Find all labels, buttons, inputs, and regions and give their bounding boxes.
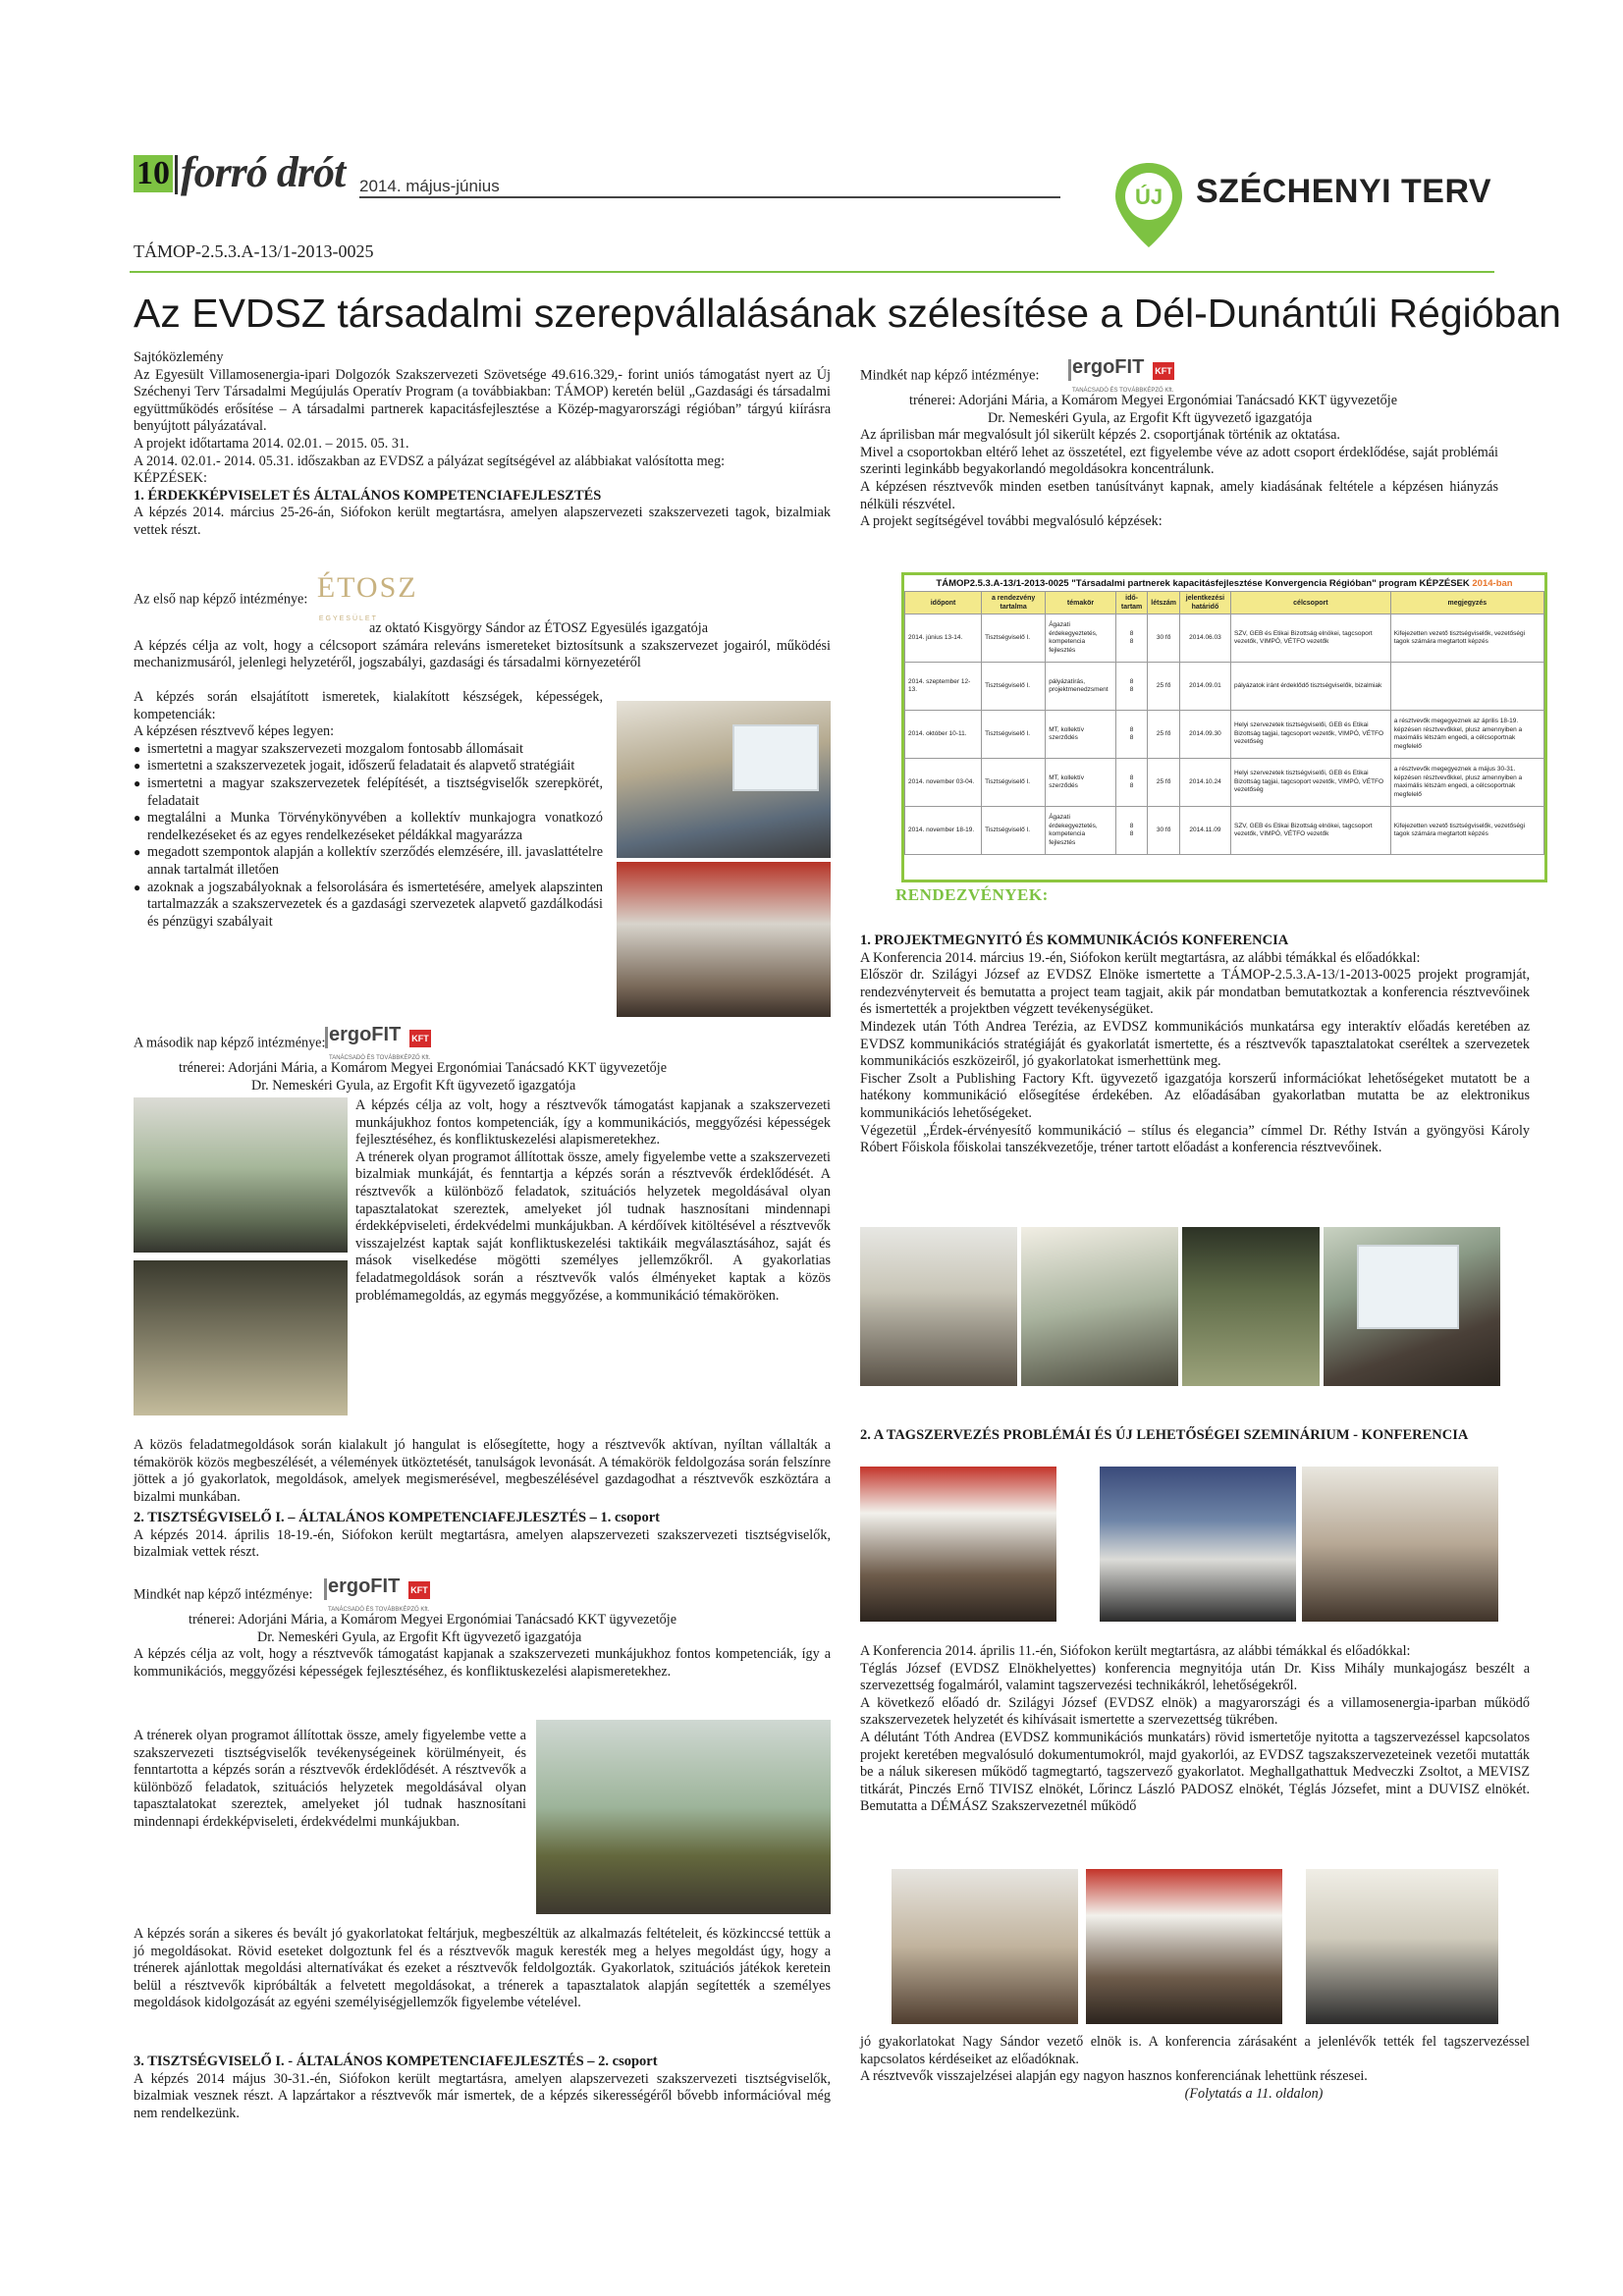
section-2-p1: A képzés 2014. április 18-19.-én, Siófokon került megtartásra, amelyen alapszervezeti szakszervezeti tisztségviselők, bizalmiak vettek részt. [134, 1526, 831, 1561]
section-2-p4: A képzés során a sikeres és bevált jó gyakorlatokat feltárjuk, megbeszéltük az alkalmazás feltételeit, és közkinccsé tettük a jó megoldásokat. Rövid eseteket dolgoztunk fel és a résztvevők maguk keresték meg a helyes megoldást úgy, hogy a trénerek ajánlottak megoldási alternatívákat és ezeket a résztvevők feldolgozták. Gyakorlatok, szituációs játékok keretein belül a résztvevők kipróbálták a felvetett megoldásokat, a trénerek a tapasztalatok alapján segítették a személyes megoldások kidolgozását az egyéni személyiségjellemzők figyelembe vételével. [134, 1926, 831, 2011]
table-row [905, 759, 1544, 807]
table-cell: 2014.06.03 [1179, 614, 1230, 663]
section-1-p4: A képzés célja az volt, hogy a résztvevők támogatást kapjanak a szakszervezeti munkájukhoz fontos kompetenciák, így a kommunikációs, meggyőzési képességek fejlesztéséhez, és konfliktuskezelési alapismeretekhez. [355, 1097, 831, 1148]
ergofit-logo [1071, 356, 1175, 394]
table-cell: Tisztségviselő I. [982, 711, 1046, 759]
section-1-right-text [355, 1097, 831, 1305]
table-cell: Helyi szervezetek tisztségviselői, GEB és Etikai Bizottság tagjai, tagcsoport vezetők, VIMPÓ, VÉTFO vezetőség [1230, 711, 1390, 759]
section-2-narrow [134, 1728, 526, 1832]
table-header-row [905, 592, 1544, 614]
training-table [901, 572, 1547, 882]
table-cell: 2014.10.24 [1179, 759, 1230, 807]
photo-group-portrait [536, 1720, 831, 1914]
ergofit-logo-text: ergoFIT [328, 1024, 402, 1045]
event-1-p5: Végezetül „Érdek-érvényesítő kommunikáció – stílus és elegancia” címmel Dr. Réthy István a gyöngyösi Károly Róbert Főiskola főiskolai tanszékvezetője, tréner tartott előadást a konferencia résztvevőinek. [860, 1122, 1530, 1156]
etosz-logo [311, 571, 418, 622]
trainers-line: Dr. Nemeskéri Gyula, az Ergofit Kft ügyvezető igazgatója [251, 1077, 576, 1094]
event-2-p3: A következő előadó dr. Szilágyi József (EVDSZ elnök) a magyarországi és a villamosenergia-iparban működő szakszervezetek helyzetét és kihívásait ismertette a szervezettség tükrében. [860, 1694, 1530, 1729]
section-2-institute [134, 1575, 831, 1681]
photo-classroom-trainer [617, 701, 831, 858]
trainers-line: Dr. Nemeskéri Gyula, az Ergofit Kft ügyvezető igazgatója [988, 409, 1313, 426]
table-header: témakör [1046, 592, 1116, 614]
table-cell: 25 fő [1148, 663, 1180, 711]
photo-group-exercise [134, 1097, 348, 1253]
first-day-trainer: az oktató Kisgyörgy Sándor az ÉTOSZ Egyesülés igazgatója [369, 620, 709, 636]
table-cell: MT, kollektív szerződés [1046, 711, 1116, 759]
section-1-p1: A képzés 2014. március 25-26-án, Siófokon került megtartásra, amelyen alapszervezeti szakszervezeti tagok, bizalmiak vettek részt. [134, 505, 831, 538]
etosz-logo-sub: EGYESÜLET [318, 615, 378, 622]
section-2-closing [134, 1926, 831, 2012]
table-header: célcsoport [1230, 592, 1390, 614]
photo-conference-hall [1100, 1467, 1296, 1622]
photo-conference-speaker [860, 1467, 1056, 1622]
section-2-p2: A képzés célja az volt, hogy a résztvevők támogatást kapjanak a szakszervezeti munkájukhoz fontos kompetenciák, így a kommunikációs, meggyőzési képességek fejlesztéséhez, és konfliktuskezelési alapismeretekhez. [134, 1646, 831, 1680]
event-1-p4: Fischer Zsolt a Publishing Factory Kft. ügyvezető igazgatója korszerű információkat lehetőségeket mutatott be a hatékony kommunikáció elősegítése érdekében. Az előadásában gyakorlatban mutatta be az elektronikus kommunikációs lehetőségeket. [860, 1070, 1530, 1121]
table-cell: 2014.09.01 [1179, 663, 1230, 711]
photo-podium [1182, 1227, 1320, 1386]
table-row [905, 807, 1544, 855]
ergofit-logo-sub: TANÁCSADÓ ÉS TOVÁBBKÉPZŐ Kft. [327, 1607, 430, 1613]
right-p2: Mivel a csoportokban eltérő lehet az összetétel, ezt figyelembe véve az adott csoport érdeklődése, saját problémái szerinti leginkább begyakorlandó megoldásokra koncentrálunk. [860, 444, 1498, 478]
photo-audience [1021, 1227, 1178, 1386]
first-day-label: Az első nap képző intézménye: [134, 591, 308, 608]
event-2-block [860, 1643, 1530, 1816]
page-number: 10 [134, 155, 173, 192]
table-row [905, 711, 1544, 759]
table-cell: 2014. november 18-19. [905, 807, 982, 855]
table-row [905, 614, 1544, 663]
event-2-closing [860, 2034, 1530, 2103]
intro-line: Az Egyesült Villamosenergia-ipari Dolgozók Szakszervezeti Szövetsége 49.616.329,- forint uniós támogatást nyert az Új Széchenyi Terv Társadalmi Megújulás Operatív Program (a továbbiakban: TÁMOP) keretén belül „Gazdasági és társadalmi együttműködés erősítése – A társadalmi partnerek kapacitásfejlesztése a Közép-magyarországi régióban” tárgyú kiírásra benyújtott pályázatával. [134, 366, 831, 435]
table-header: megjegyzés [1390, 592, 1543, 614]
ergofit-logo-kft: KFT [1153, 362, 1174, 380]
table-row [905, 663, 1544, 711]
list-item: ● ismertetni a szakszervezetek jogait, időszerű feladatait és alapvető stratégiáit [134, 758, 603, 775]
table-cell: 25 fő [1148, 711, 1180, 759]
table-title-highlight: 2014-ban [1472, 578, 1513, 589]
brand-divider [175, 155, 178, 194]
section-3-block [134, 2054, 831, 2122]
intro-line: A projekt időtartama 2014. 02.01. – 2015. 05. 31. [134, 435, 409, 452]
event-2-p1: A Konferencia 2014. április 11.-én, Siófokon került megtartásra, az alábbi témákkal és előadókkal: [860, 1643, 1411, 1659]
publication-title: forró drót [181, 148, 346, 196]
table-cell: Helyi szervezetek tisztségviselői, GEB és Etikai Bizottság tagjai, tagcsoport vezetők, VIMPÓ, VÉTFO vezetőség [1230, 759, 1390, 807]
trainers-line: Dr. Nemeskéri Gyula, az Ergofit Kft ügyvezető igazgatója [257, 1629, 582, 1645]
section-3-p1: A képzés 2014 május 30-31.-én, Siófokon került megtartásra, amelyen alapszervezeti szakszervezeti tisztségviselők, bizalmiak vesznek részt. A lapzártakor a résztvevők már ismertek, de a képzés sikerességéről bővebb információval még nem rendelkezünk. [134, 2070, 831, 2121]
section-1-goal: A képzés célja az volt, hogy a célcsoport számára releváns ismereteket biztosítsunk a szakszervezet jogairól, működési mechanizmusáról, jelenlegi helyzetéről, jogszabályi, gazdasági és társadalmi környezetéről [134, 637, 831, 671]
table-cell: pályázatírás, projektmenedzsment [1046, 663, 1116, 711]
green-rule [130, 271, 1494, 273]
section-3-title: 3. TISZTSÉGVISELŐ I. - ÁLTALÁNOS KOMPETENCIAFEJLESZTÉS – 2. csoport [134, 2054, 658, 2069]
events-heading: RENDEZVÉNYEK: [895, 885, 1049, 904]
project-code: TÁMOP-2.5.3.A-13/1-2013-0025 [134, 241, 374, 261]
ergofit-logo [327, 1575, 431, 1613]
table-cell: 2014. szeptember 12-13. [905, 663, 982, 711]
table-cell: 8 8 [1115, 807, 1148, 855]
list-item: ● megtalálni a Munka Törvénykönyvében a kollektív munkajogra vonatkozó rendelkezéseket és az egyes rendelkezéseket példákkal magyarázza [134, 810, 603, 844]
event-2-p4: A délutánt Tóth Andrea (EVDSZ kommunikációs munkatárs) rövid ismertetője nyitotta a tagszervezéssel kapcsolatos projekt keretében megvalósuló dokumentumokról, majd gyakorlói, az EVDSZ tagszakszervezeteinek vezetői mutatták be a náluk sikeresen működő tagmegtartó, tagszervező gyakorlatot. Meghallgathattuk Medveczki Zsoltot, a MEVISZ titkárát, Pinczés Ernő TIVISZ elnökét, Lőrincz László PADOSZ elnökét, Téglás Józsefet, mint a DUVISZ elnökét. Bemutatta a DÉMÁSZ Szakszervezetnél működő [860, 1729, 1530, 1815]
event-2-p6: A résztvevők visszajelzései alapján egy nagyon hasznos konferenciának lehettünk részesei. [860, 2068, 1368, 2085]
ergofit-logo-text: ergoFIT [327, 1575, 401, 1597]
event-1-p2: Először dr. Szilágyi József az EVDSZ Elnöke ismertette a TÁMOP-2.5.3.A-13/1-2013-0025 projekt programját, rendezvényterveit és bemutatta a project team tagjait, akik pár mondatban bemutatkoztak a konferencia résztvevőinek és ismertették a projektben végzett tevékenységüket. [860, 967, 1530, 1018]
table-header: időpont [905, 592, 982, 614]
table-cell: 8 8 [1115, 759, 1148, 807]
table-cell: Tisztségviselő I. [982, 759, 1046, 807]
table-cell: Kifejezetten vezető tisztségviselők, vezetőségi tagok számára megtartott képzés [1390, 614, 1543, 663]
right-p1: Az áprilisban már megvalósult jól sikerült képzés 2. csoportjának történik az oktatása. [860, 427, 1340, 444]
event-2-p5: jó gyakorlatokat Nagy Sándor vezető elnök is. A konferencia zárásaként a jelenlévők tették fel tagszervezéssel kapcsolatos kérdéseiket az előadóknak. [860, 2034, 1530, 2067]
table-header: idő-tartam [1115, 592, 1148, 614]
table-cell: 8 8 [1115, 663, 1148, 711]
table-cell: 2014.11.09 [1179, 807, 1230, 855]
szechenyi-pin-icon [1109, 157, 1188, 251]
list-item: ● azoknak a jogszabályoknak a felsorolására és ismertetésére, amelyek alapszinten tartalmazzák a szakszervezetek és a gazdasági szervezetek alapvető gazdálkodási és pénzügyi szabályait [134, 880, 603, 932]
ergofit-logo-kft: KFT [409, 1030, 431, 1047]
trainers-line: trénerei: Adorjáni Mária, a Komárom Megyei Ergonómiai Tanácsadó KKT ügyvezetője [909, 393, 1397, 408]
issue-date: 2014. május-június [359, 177, 500, 195]
etosz-logo-text: ÉTOSZ [316, 571, 418, 604]
section-1-p5: A trénerek olyan programot állítottak össze, amely figyelembe vette a szakszervezeti bizalmiak munkáját, és fenntartja a képzés során a résztvevők érdeklődését. A résztvevők a különböző feladatok, szituációs helyzetek megoldásával olyan tapasztalatokat szereztek, amelyeket jól tudnak hasznosítani mindennapi érdekképviseleti, érdekvédelmi munkájukban. A kérdőívek kitöltésével a résztvevők visszajelzést kaptak saját konfliktuskezelési taktikáik megválasztásához, saját és mások viselkedése mögötti személyes jellemzőkről. A gyakorlatias feladatmegoldások során a résztvevők valós élményeket kaptak a közös problémamegoldás, az egymás meggyőzése, a kommunikáció témaköröken. [355, 1148, 831, 1304]
table-cell: pályázatok iránt érdeklődő tisztségviselők, bizalmiak [1230, 663, 1390, 711]
trainers-line: trénerei: Adorjáni Mária, a Komárom Megyei Ergonómiai Tanácsadó KKT ügyvezetője [189, 1612, 676, 1628]
list-item: ● megadott szempontok alapján a kollektív szerződés elemzésére, ill. javaslattételre annak tartalmát illetően [134, 844, 603, 879]
intro-line: KÉPZÉSEK: [134, 470, 207, 487]
table-header: létszám [1148, 592, 1180, 614]
section-1-closing [134, 1437, 831, 1506]
table-cell: Ágazati érdekegyeztetés, kompetencia fejlesztés [1046, 807, 1116, 855]
table-header: a rendezvény tartalma [982, 592, 1046, 614]
table-cell: 2014. november 03-04. [905, 759, 982, 807]
table-cell: Tisztségviselő I. [982, 614, 1046, 663]
table-cell: 8 8 [1115, 614, 1148, 663]
section-2-block [134, 1510, 831, 1562]
trainers-line: trénerei: Adorjáni Mária, a Komárom Megyei Ergonómiai Tanácsadó KKT ügyvezetője [179, 1060, 667, 1076]
photo-speaker [860, 1227, 1017, 1386]
section-1-p2: A képzés során elsajátított ismeretek, kialakított készségek, képességek, kompetenciák: [134, 689, 603, 722]
table-cell: Tisztségviselő I. [982, 807, 1046, 855]
header-rule [359, 196, 1060, 198]
intro-line: Sajtóközlemény [134, 349, 224, 365]
table-cell: a résztvevők megegyeznek az április 18-19. képzésen résztvevőkkel, plusz amennyiben a maximális létszám engedi, a célcsoportnak megfelelő [1390, 711, 1543, 759]
photo-speaker-2 [1086, 1869, 1282, 2024]
event-1-title: 1. PROJEKTMEGNYITÓ ÉS KOMMUNIKÁCIÓS KONFERENCIA [860, 933, 1289, 948]
table-cell: Tisztségviselő I. [982, 663, 1046, 711]
section-1-p3: A képzésen résztvevő képes legyen: [134, 723, 335, 740]
table-header: jelentkezési határidő [1179, 592, 1230, 614]
section-1-p6: A közös feladatmegoldások során kialakult jó hangulat is elősegítette, hogy a résztvevők aktívan, nyíltan vállalták a témakörök közös megbeszélését, a vélemények ütköztetését, tanulságok levonását. A témakörök feldolgozása során felszínre jöttek a jó gyakorlatok, megoldások, amelyek megismerésével, megbeszélésével gazdagodhat a résztvevők eszköztára a bizalmi munkában. [134, 1437, 831, 1505]
photo-classroom-participants [617, 862, 831, 1017]
table-cell: Kifejezetten vezető tisztségviselők, vezetőségi tagok számára megtartott képzés [1390, 807, 1543, 855]
table-cell: 2014.09.30 [1179, 711, 1230, 759]
logo-prefix: ÚJ [1134, 185, 1163, 209]
ergofit-logo [328, 1024, 432, 1061]
ergofit-logo-sub: TANÁCSADÓ ÉS TOVÁBBKÉPZŐ Kft. [328, 1055, 431, 1061]
right-top-block [860, 356, 1498, 531]
right-label: Mindkét nap képző intézménye: [860, 367, 1040, 384]
table-cell: 30 fő [1148, 807, 1180, 855]
intro-line: A 2014. 02.01.- 2014. 05.31. időszakban az EVDSZ a pályázat segítségével az alábbiakat valósította meg: [134, 453, 726, 469]
program-logo-name: SZÉCHENYI TERV [1196, 173, 1492, 210]
table-cell: 2014. október 10-11. [905, 711, 982, 759]
photo-speaker-1 [892, 1869, 1078, 2024]
headline: Az EVDSZ társadalmi szerepvállalásának szélesítése a Dél-Dunántúli Régióban [134, 291, 1561, 336]
table-cell: SZV, GEB és Etikai Bizottság elnökei, tagcsoport vezetők, VIMPÓ, VÉTFO vezetők [1230, 614, 1390, 663]
table-cell: 30 fő [1148, 614, 1180, 663]
ergofit-logo-text: ergoFIT [1071, 356, 1145, 378]
table-cell: 2014. június 13-14. [905, 614, 982, 663]
table [904, 591, 1544, 855]
section-2-title: 2. TISZTSÉGVISELŐ I. – ÁLTALÁNOS KOMPETENCIAFEJLESZTÉS – 1. csoport [134, 1510, 660, 1525]
section-2-p3: A trénerek olyan programot állítottak össze, amely figyelembe vette a szakszervezeti tisztségviselők tevékenységeinek körülményeit, és fenntartotta a képzés során a résztvevők érdeklődését. A résztvevők a különböző feladatok, szituációs helyzetek megoldásával olyan tapasztalatokat szereztek, amelyeket jól tudnak hasznosítani mindennapi érdekképviseleti, érdekvédelmi munkájukban. [134, 1728, 526, 1830]
ergofit-logo-sub: TANÁCSADÓ ÉS TOVÁBBKÉPZŐ Kft. [1071, 388, 1174, 394]
intro-block [134, 349, 831, 540]
event-1-p1: A Konferencia 2014. március 19.-én, Siófokon került megtartásra, az alábbi témákkal és előadókkal: [860, 949, 1421, 966]
photo-discussion [134, 1260, 348, 1415]
table-cell: MT, kollektív szerződés [1046, 759, 1116, 807]
skills-list [134, 741, 603, 932]
photo-presentation [1324, 1227, 1500, 1386]
event-2-heading-block [860, 1427, 1530, 1445]
ergofit-logo-kft: KFT [408, 1581, 430, 1599]
event-2-title: 2. A TAGSZERVEZÉS PROBLÉMÁI ÉS ÚJ LEHETŐSÉGEI SZEMINÁRIUM - KONFERENCIA [860, 1427, 1469, 1443]
table-title [904, 575, 1544, 591]
table-cell: SZV, GEB és Etikai Bizottság elnökei, tagcsoport vezetők, VIMPÓ, VÉTFO vezetők [1230, 807, 1390, 855]
continued-note: (Folytatás a 11. oldalon) [1184, 2085, 1324, 2102]
table-cell: 8 8 [1115, 711, 1148, 759]
photo-speaker-3 [1306, 1869, 1498, 2024]
second-day-label: A második nap képző intézménye: [134, 1035, 326, 1051]
photo-conference-presenter [1302, 1467, 1498, 1622]
list-item: ● ismertetni a magyar szakszervezeti mozgalom fontosabb állomásait [134, 741, 603, 759]
section-2-label: Mindkét nap képző intézménye: [134, 1586, 313, 1603]
table-title-text: TÁMOP2.5.3.A-13/1-2013-0025 "Társadalmi partnerek kapacitásfejlesztése Konvergencia Régióban" program KÉPZÉSEK [936, 578, 1470, 589]
table-cell [1390, 663, 1543, 711]
table-cell: Ágazati érdekegyeztetés, kompetencia fejlesztés [1046, 614, 1116, 663]
list-item: ● ismertetni a magyar szakszervezetek felépítését, a tisztségviselők szerepkörét, feladatait [134, 775, 603, 810]
second-day-block [134, 1024, 831, 1095]
right-p3: A képzésen résztvevők minden esetben tanúsítványt kapnak, amely kiadásának feltétele a képzésen hiányzás nélküli részvétel. [860, 478, 1498, 512]
event-1-block [860, 933, 1530, 1157]
skills-block [134, 689, 603, 931]
first-day-block [134, 571, 831, 672]
event-1-p3: Mindezek után Tóth Andrea Terézia, az EVDSZ kommunikációs munkatársa egy interaktív előadás keretében az EVDSZ kommunikációs stratégiáját és gyakorlatát ismertette, és a résztvevők tapasztalatokat cseréltek a szervezetek kommunikációs eszközeiről, jó gyakorlatokat ismerhettünk meg. [860, 1018, 1530, 1070]
section-1-title: 1. ÉRDEKKÉPVISELET ÉS ÁLTALÁNOS KOMPETENCIAFEJLESZTÉS [134, 487, 602, 504]
table-cell: 25 fő [1148, 759, 1180, 807]
event-2-p2: Téglás József (EVDSZ Elnökhelyettes) konferencia megnyitója után Dr. Kiss Mihály munkajogász beszélt a szervezettség fogalmáról, valamint tagszervezési technikákról, lehetőségekről. [860, 1660, 1530, 1694]
right-p4: A projekt segítségével további megvalósuló képzések: [860, 513, 1163, 530]
table-cell: a résztvevők megegyeznek a május 30-31. képzésen résztvevőkkel, plusz amennyiben a maximális létszám engedi, a célcsoportnak megfelelő [1390, 759, 1543, 807]
